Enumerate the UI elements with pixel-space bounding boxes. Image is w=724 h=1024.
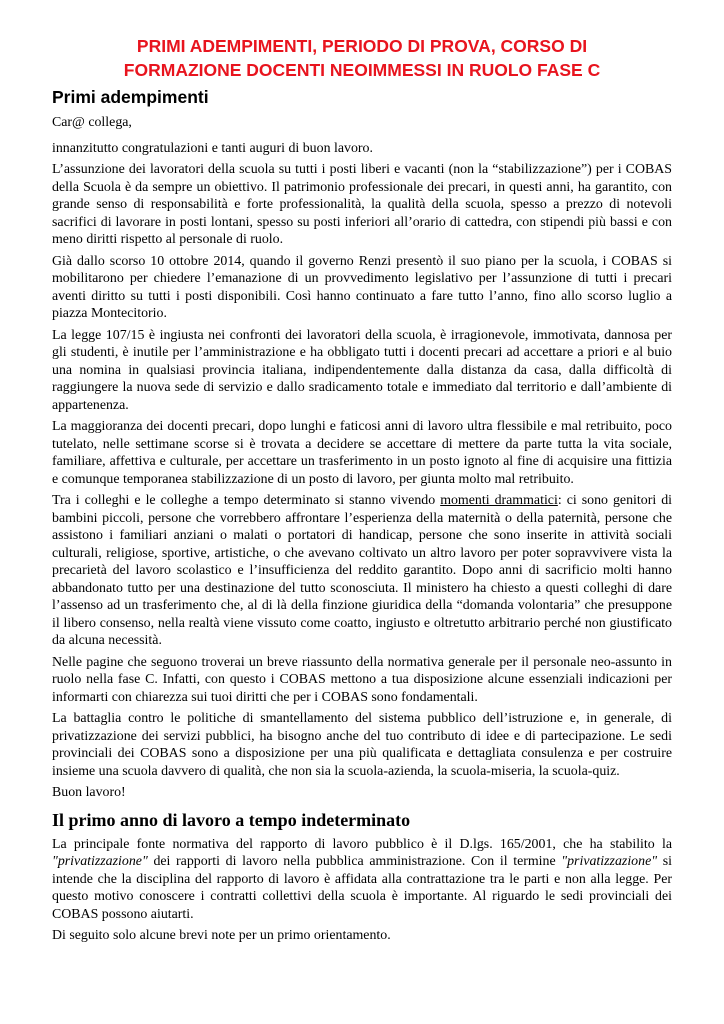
salutation: Car@ collega, — [52, 115, 132, 130]
paragraph-assunzione: L’assunzione dei lavoratori della scuola su tutti i posti liberi e vacanti (non la “stabilizzazione”) per i COBAS della Scuola è da sempre un obiettivo. Il patrimonio professionale dei precari, in questi anni, ha garantito, con grande senso di responsabilità e forte professionalità, la qualità della scuola, spesso a prezzo di notevoli sacrifici di lavorare in posti lontani, spesso su posti inferiori all’orario di cattedra, con stipendi più bassi e con meno diritti rispetto al personale di ruolo. — [52, 162, 672, 247]
document-page — [52, 34, 672, 949]
underlined-phrase: momenti drammatici — [440, 493, 558, 508]
paragraph-congratulations: innanzitutto congratulazioni e tanti auguri di buon lavoro. — [52, 140, 373, 156]
paragraph-momenti-drammatici — [52, 492, 672, 650]
document-title-line-2: FORMAZIONE DOCENTI NEOIMMESSI IN RUOLO FASE C — [123, 60, 601, 80]
paragraph-fonte-normativa — [52, 836, 672, 924]
paragraph-note-orientamento: Di seguito solo alcune brevi note per un primo orientamento. — [52, 928, 391, 943]
paragraph-text: : ci sono genitori di bambini piccoli, persone che vorrebbero affrontare l’esperienza della maternità o della paternità, persone che assistono i familiari anziani o malati o portatori di handicap, persone che sono inserite in attività sociali culturali, religiose, sportive, artistiche, o che avevano coltivato un altro lavoro per poter sopravvivere vista la precarietà del lavoro scolastico e l’insufficienza del reddito garantito. Dopo anni di sacrificio molti hanno abbandonato tutto per una destinazione del tutto sconosciuta. Il ministero ha chiesto a questi colleghi di dare l’assenso ad un trasferimento che, al di là della finzione giuridica della “domanda volontaria” che presuppone il libero consenso, nella realtà viene vissuto come coatto, ingiusto e oltretutto arbitrario perché non giustificato da alcuna necessità. — [52, 493, 672, 648]
paragraph-pagine-seguenti: Nelle pagine che seguono troverai un breve riassunto della normativa generale per il personale neo-assunto in ruolo nella fase C. Infatti, con questo i COBAS mettono a tua disposizione alcune essenziali indicazioni per informarti con chiarezza sui tuoi diritti che per i COBAS sono fondamentali. — [52, 654, 672, 705]
section-heading-primo-anno: Il primo anno di lavoro a tempo indeterminato — [52, 809, 411, 830]
document-title — [52, 34, 672, 82]
paragraph-legge-107: La legge 107/15 è ingiusta nei confronti dei lavoratori della scuola, è irragionevole, immotivata, dannosa per gli studenti, è inutile per l’amministrazione e ha obbligato tutti i docenti precari ad accettare a priori e al buio una nomina in qualsiasi provincia italiana, indipendentemente dalla distanza da casa, dalla difficoltà di raggiungere la nuova sede di servizio e dallo sradicamento totale e immediato dal territorio e dall’ambiente di appartenenza. — [52, 327, 672, 413]
paragraph-text: La principale fonte normativa del rapporto di lavoro pubblico è il D.lgs. 165/2001, che ha stabilito la — [52, 836, 672, 852]
italic-term: "privatizzazione" — [561, 854, 658, 869]
section-heading-primi-adempimenti: Primi adempimenti — [52, 87, 209, 107]
paragraph-text: dei rapporti di lavoro nella pubblica amministrazione. Con il termine — [147, 854, 562, 869]
paragraph-renzi-plan: Già dallo scorso 10 ottobre 2014, quando il governo Renzi presentò il suo piano per la scuola, i COBAS si mobilitarono per chiedere l’emanazione di un provvedimento legislativo per l’assunzione di tutti i precari aventi diritto su tutti i posti disponibili. Così hanno continuato a fare tutto l’anno, fino allo scorso luglio a piazza Montecitorio. — [52, 253, 672, 321]
paragraph-docenti-precari: La maggioranza dei docenti precari, dopo lunghi e faticosi anni di lavoro ultra flessibile e mal retribuito, poco tutelato, nelle settimane scorse si è trovata a decidere se accettare di mettere da parte tutta la vita sociale, familiare, affettiva e culturale, per accettare un trasferimento in un posto ignoto al fine di acquisire una fittizia e comunque temporanea stabilizzazione di un posto di lavoro, per giunta molto mal retribuito. — [52, 419, 672, 487]
paragraph-text: Tra i colleghi e le colleghe a tempo determinato si stanno vivendo — [52, 493, 441, 508]
paragraph-text: si intende che la disciplina del rapporto di lavoro è affidata alla contrattazione tra le parti e non alla legge. Per questo motivo conoscere i contratti collettivi della scuola è importante. Al riguardo le sedi provinciali dei COBAS possono aiutarti. — [52, 854, 672, 922]
document-title-line-1: PRIMI ADEMPIMENTI, PERIODO DI PROVA, CORSO DI — [136, 36, 588, 56]
paragraph-battaglia: La battaglia contro le politiche di smantellamento del sistema pubblico dell’istruzione e, in generale, di privatizzazione dei servizi pubblici, ha bisogno anche del tuo contributo di idee e di partecipazione. Le sedi provinciali dei COBAS sono a disposizione per una più qualificata e dettagliata consulenza e per costruire insieme una scuola davvero di qualità, che non sia la scuola-azienda, la scuola-miseria, la scuola-quiz. — [52, 711, 672, 779]
closing-line: Buon lavoro! — [52, 785, 126, 800]
italic-term: "privatizzazione" — [52, 854, 148, 869]
